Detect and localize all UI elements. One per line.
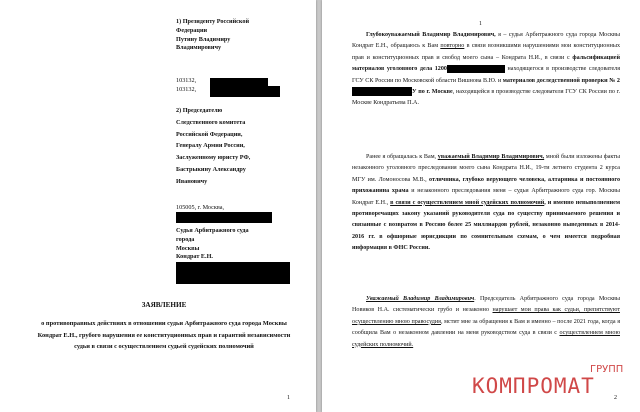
addressee-line: Бастрыкину Александру: [176, 165, 246, 173]
addressee-line: Федерации: [176, 26, 208, 34]
addressee-line: 1) Президенту Российской: [176, 18, 250, 25]
redaction-block: [210, 86, 280, 97]
addressee-line: Российской Федерации,: [176, 130, 243, 138]
text-run: и незаконного преследования меня – судьи Арбитражного суда гор. Москвы Кондрат Е.Н.,: [352, 188, 620, 206]
watermark-group-text: ГРУПП: [590, 364, 624, 375]
greeting: Глубокоуважаемый Владимир Владимирович,: [366, 32, 496, 38]
paragraph-1: [352, 30, 620, 110]
page-number: 2: [614, 395, 617, 401]
addressee-line: Заслуженному юристу РФ,: [176, 154, 251, 162]
addressee-line: Следственного комитета: [176, 118, 246, 126]
text-run: фальсификацией материалов уголовного дела 1200: [352, 54, 620, 73]
text-run: я – судья Арбитражного суда города Москвы Кондрат Е.Н., обращаюсь к Вам: [352, 32, 620, 50]
addressee-line: 2) Председателю: [176, 107, 223, 114]
document-page-2: [322, 0, 640, 412]
text-run: повторно: [440, 43, 465, 50]
redaction-block: [176, 262, 290, 284]
top-page-marker: 1: [479, 21, 482, 27]
sender-line: Москвы: [176, 244, 200, 252]
watermark: [472, 366, 638, 406]
redaction-block: [210, 78, 268, 86]
postal-line: 105005, г. Москва,: [176, 204, 225, 211]
redaction-inline: [352, 87, 412, 96]
postal-address-president: [176, 77, 196, 95]
postal-line: 103132,: [176, 85, 197, 93]
redaction-inline: [447, 65, 505, 73]
sender-line: Судья Арбитражного суда: [176, 227, 249, 234]
paragraph-2: [352, 152, 620, 255]
document-subtitle: о противоправных действиях в отношении судьи Арбитражного суда города Москвы Кондрат Е.Н., грубого нарушения ее конституционных прав и гарантий независимости судьи в связи с осуществлением судьей судейских полномочий: [37, 320, 291, 351]
addressee-president: [176, 18, 249, 53]
addressee-investigative-committee: [176, 107, 250, 187]
text-run: в связи с осуществлением мной судейских полномочий: [390, 199, 545, 206]
text-run: , находящейся в производстве следователя ГСУ СК России по г. Москве Кондратьева П.А.: [352, 89, 620, 107]
sender-line: города: [176, 235, 195, 243]
text-run: осуществлением мною судейских полномочий.: [352, 330, 620, 348]
text-run: У по г. Москве: [412, 89, 453, 96]
paragraph-3: [352, 294, 620, 351]
text-run: нарушает мои права как судьи, препятствуют осуществлению мною правосудия: [352, 307, 620, 325]
watermark-text: КОМПРОМАТ: [472, 374, 595, 398]
addressee-line: Генералу Армии России,: [176, 142, 245, 150]
text-run: материалов доследственной проверки № 2: [502, 77, 620, 84]
text-run: . Председатель Арбитражного суда города Москвы Новиков Н.А. систематически грубо и незаконно: [352, 296, 620, 314]
document-page-1: [0, 0, 316, 412]
addressee-line: Путину Владимиру: [176, 35, 231, 43]
text-run: Уважаемый Владимир Владимирович: [366, 296, 475, 302]
redaction-block: [176, 212, 272, 223]
addressee-line: Владимировичу: [176, 44, 222, 52]
text-run: , и именно невыполнением противоречащих закону указаний руководителя суда по существу принимаемого решения и связанные с возвратом в Россию более 25 миллиардов рублей, незаконно выведенных в 2014-2016 гг. в офшорные юрисдикции по сомнительным схемам, о чем имеется подробная информация в ФНС России.: [352, 199, 620, 252]
addressee-line: Ивановичу: [176, 177, 208, 185]
text-run: , мстит мне за обращения к Вам и именно – после 2021 года, когда я сообщила Вам о незаконном давлении на меня руководством суда в связи с: [352, 318, 620, 337]
text-run: отличника, глубоко верующего человека, алтарника и постоянного прихожанина храма: [352, 176, 620, 195]
document-title: ЗАЯВЛЕНИЕ: [141, 301, 187, 309]
text-run: Ранее я обращалась к Вам,: [366, 154, 438, 160]
sender-block: [176, 227, 249, 262]
text-run: уважаемый Владимир Владимирович,: [437, 154, 545, 160]
postal-line: 103132,: [176, 77, 197, 84]
text-run: находящегося в производстве следователя ГСУ СК России по Московской области Вишнова В.Ю. и: [352, 66, 620, 84]
page-number: 1: [287, 395, 290, 401]
sender-line: Кондрат Е.Н.: [176, 253, 213, 261]
text-run: мной были изложены факты незаконного уголовного преследования моего сына Кондрата Н.И., 19-ти летнего студента 2 курса МГУ им. Ломоносова М.В.,: [352, 154, 620, 183]
text-run: в связи возникшими нарушениями мои конституционных прав и конституционных прав и свобод моего сына – Кондрата Н.И., в связи с: [352, 43, 620, 61]
